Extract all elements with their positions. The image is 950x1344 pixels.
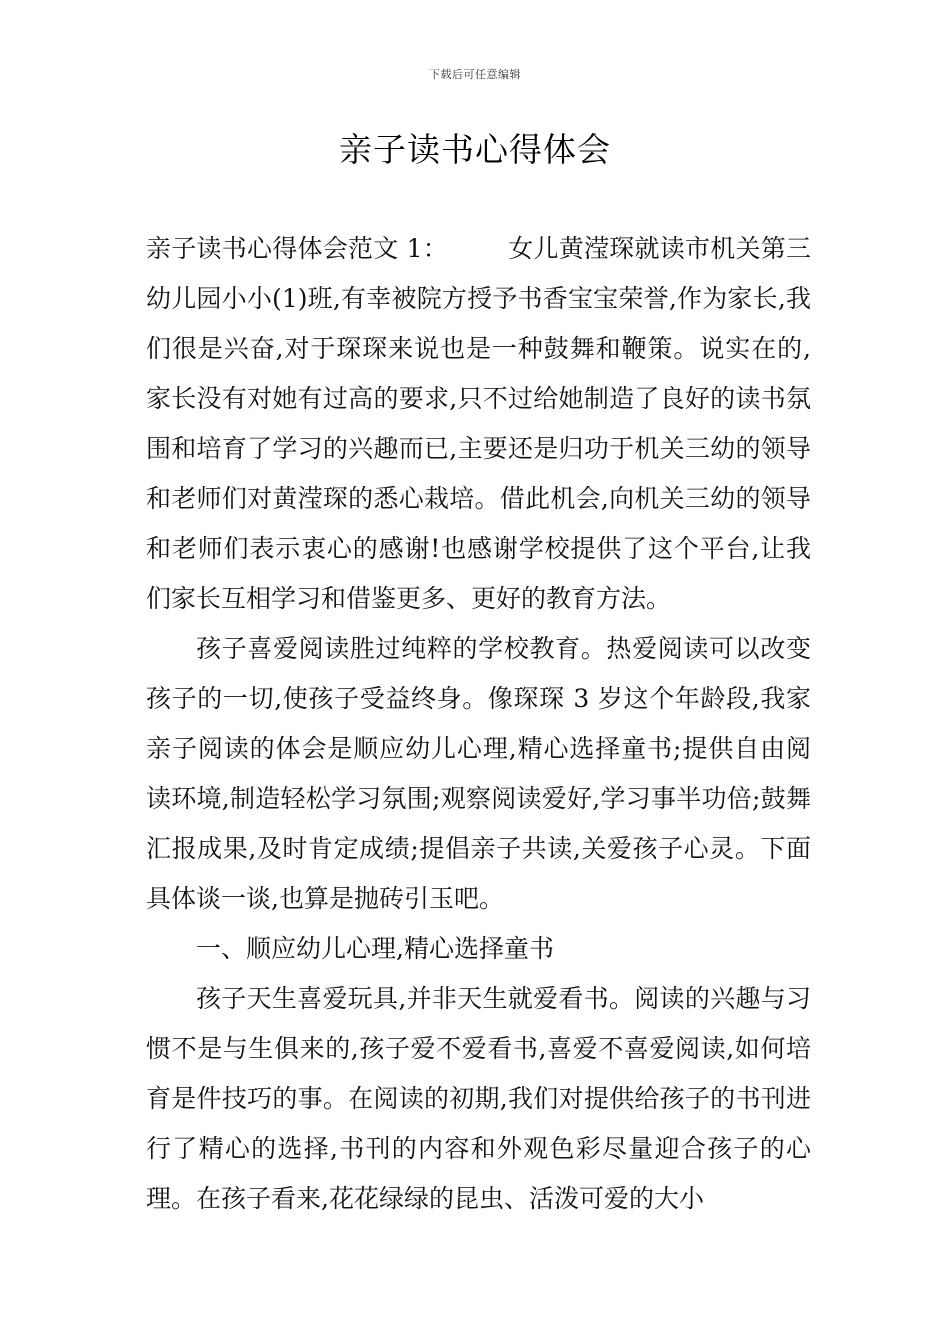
paragraph-1 xyxy=(146,224,811,624)
intro-label: 亲子读书心得体会范文 1： xyxy=(146,234,449,263)
paragraph-3: 孩子天生喜爱玩具,并非天生就爱看书。阅读的兴趣与习惯不是与生俱来的,孩子爱不爱看书,喜爱不喜爱阅读,如何培育是件技巧的事。在阅读的初期,我们对提供给孩子的书刊进行了精心的选择,书刊的内容和外观色彩尽量迎合孩子的心理。在孩子看来,花花绿绿的昆虫、活泼可爱的大小 xyxy=(146,984,811,1213)
document-body xyxy=(146,224,811,1224)
header-note: 下载后可任意编辑 xyxy=(429,68,521,81)
document-title: 亲子读书心得体会 xyxy=(339,130,611,169)
paragraph-1-text: 女儿黄滢琛就读市机关第三幼儿园小小(1)班,有幸被院方授予书香宝宝荣誉,作为家长,我们很是兴奋,对于琛琛来说也是一种鼓舞和鞭策。说实在的,家长没有对她有过高的要求,只不过给她制造了良好的读书氛围和培育了学习的兴趣而已,主要还是归功于机关三幼的领导和老师们对黄滢琛的悉心栽培。借此机会,向机关三幼的领导和老师们表示衷心的感谢!也感谢学校提供了这个平台,让我们家长互相学习和借鉴更多、更好的教育方法。 xyxy=(146,234,811,613)
paragraph-2: 孩子喜爱阅读胜过纯粹的学校教育。热爱阅读可以改变孩子的一切,使孩子受益终身。像琛琛 3 岁这个年龄段,我家亲子阅读的体会是顺应幼儿心理,精心选择童书;提供自由阅读环境,制造轻松学习氛围;观察阅读爱好,学习事半功倍;鼓舞汇报成果,及时肯定成绩;提倡亲子共读,关爱孩子心灵。下面具体谈一谈,也算是抛砖引玉吧。 xyxy=(146,634,811,913)
section-heading: 一、顺应幼儿心理,精心选择童书 xyxy=(196,934,554,963)
